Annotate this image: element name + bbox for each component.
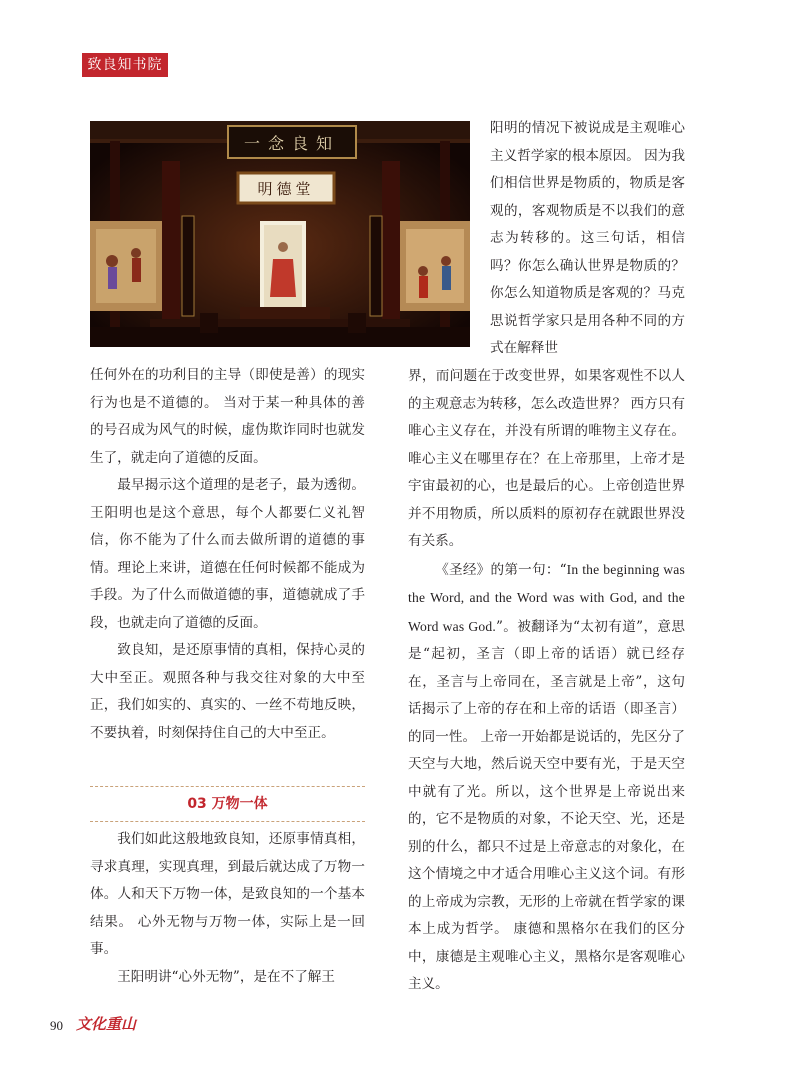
paragraph [408,556,685,999]
paragraph: 任何外在的功利目的主导（即使是善）的现实行为也是不道德的。 当对于某一种具体的善的号召成为风气的时候，虚伪欺诈同时也就发生了，就走向了道德的反面。 [90,367,365,466]
left-column-bottom [90,826,365,991]
paragraph: 最早揭示这个道理的是老子，最为透彻。王阳明也是这个意思，每个人都要仁义礼智信，你不能为了什么而去做所谓的道德的事情。理论上来讲，道德在任何时候都不能成为手段。为了什么而做道德的事，道德就成了手段，也就走向了道德的反面。 [90,477,365,631]
bible-quote: In the beginning was the Word, and the Word was with God, and the Word was God. [408,561,685,634]
right-column-top [490,115,685,363]
paragraph: 王阳明讲“心外无物”，是在不了解王 [117,968,335,985]
logo-text: 文化重山 [76,1015,137,1033]
magazine-logo [74,1010,164,1036]
hall-photo [90,121,470,347]
paragraph: 致良知，是还原事情的真相，保持心灵的大中至正。观照各种与我交往对象的大中至正，我们如实的、真实的、一丝不苟地反映，不要执着，时刻保持住自己的大中至正。 [90,642,365,741]
paragraph: 界，而问题在于改变世界，如果客观性不以人的主观意志为转移，怎么改造世界？ 西方只有唯心主义存在，并没有所谓的唯物主义存在。唯心主义在哪里存在？在上帝那里，上帝才是宇宙最初的心，也是最后的心。上帝创造世界并不用物质，所以质料的原初存在就跟世界没有关系。 [408,368,685,549]
hall-plaque-text: 明德堂 [257,180,315,198]
left-column-top [90,362,365,747]
right-column-main [408,363,685,999]
top-plaque-text: 一念良知 [243,134,341,153]
quote-rest: ”。被翻译为“太初有道”，意思是“起初，圣言（即上帝的话语）就已经存在，圣言与上帝同在，圣言就是上帝”，这句话揭示了上帝的存在和上帝的话语（即圣言）的同一性。 上帝一开始都是说话的，先区分了天空与大地，然后说天空中要有光，于是天空中就有了光。所以，这个世界是上帝说出来的，它不是物质的对象，不论天空、光，还是别的什么，都只不过是上帝意志的对象化，在这个情境之中才适合用唯心主义这个词。有形的上帝成为宗教，无形的上帝就在哲学家的课本上成为哲学。 康德和黑格尔在我们的区分中，康德是主观唯心主义，黑格尔是客观唯心主义。 [408,618,685,992]
quote-lead: 《圣经》的第一句：“ [435,561,567,578]
page-number: 90 [50,1018,63,1033]
paragraph: 阳明的情况下被说成是主观唯心主义哲学家的根本原因。 因为我们相信世界是物质的，物质是客观的，客观物质是不以我们的意志为转移的。这三句话，相信吗？你怎么确认世界是物质的？你怎么知道物质是客观的？马克思说哲学家只是用各种不同的方式在解释世 [490,120,685,356]
section-tag: 致良知书院 [82,53,168,77]
paragraph: 我们如此这般地致良知，还原事情真相，寻求真理，实现真理，到最后就达成了万物一体。人和天下万物一体，是致良知的一个基本结果。 心外无物与万物一体，实际上是一回事。 [90,831,365,957]
section-heading: 03 万物一体 [90,786,365,822]
